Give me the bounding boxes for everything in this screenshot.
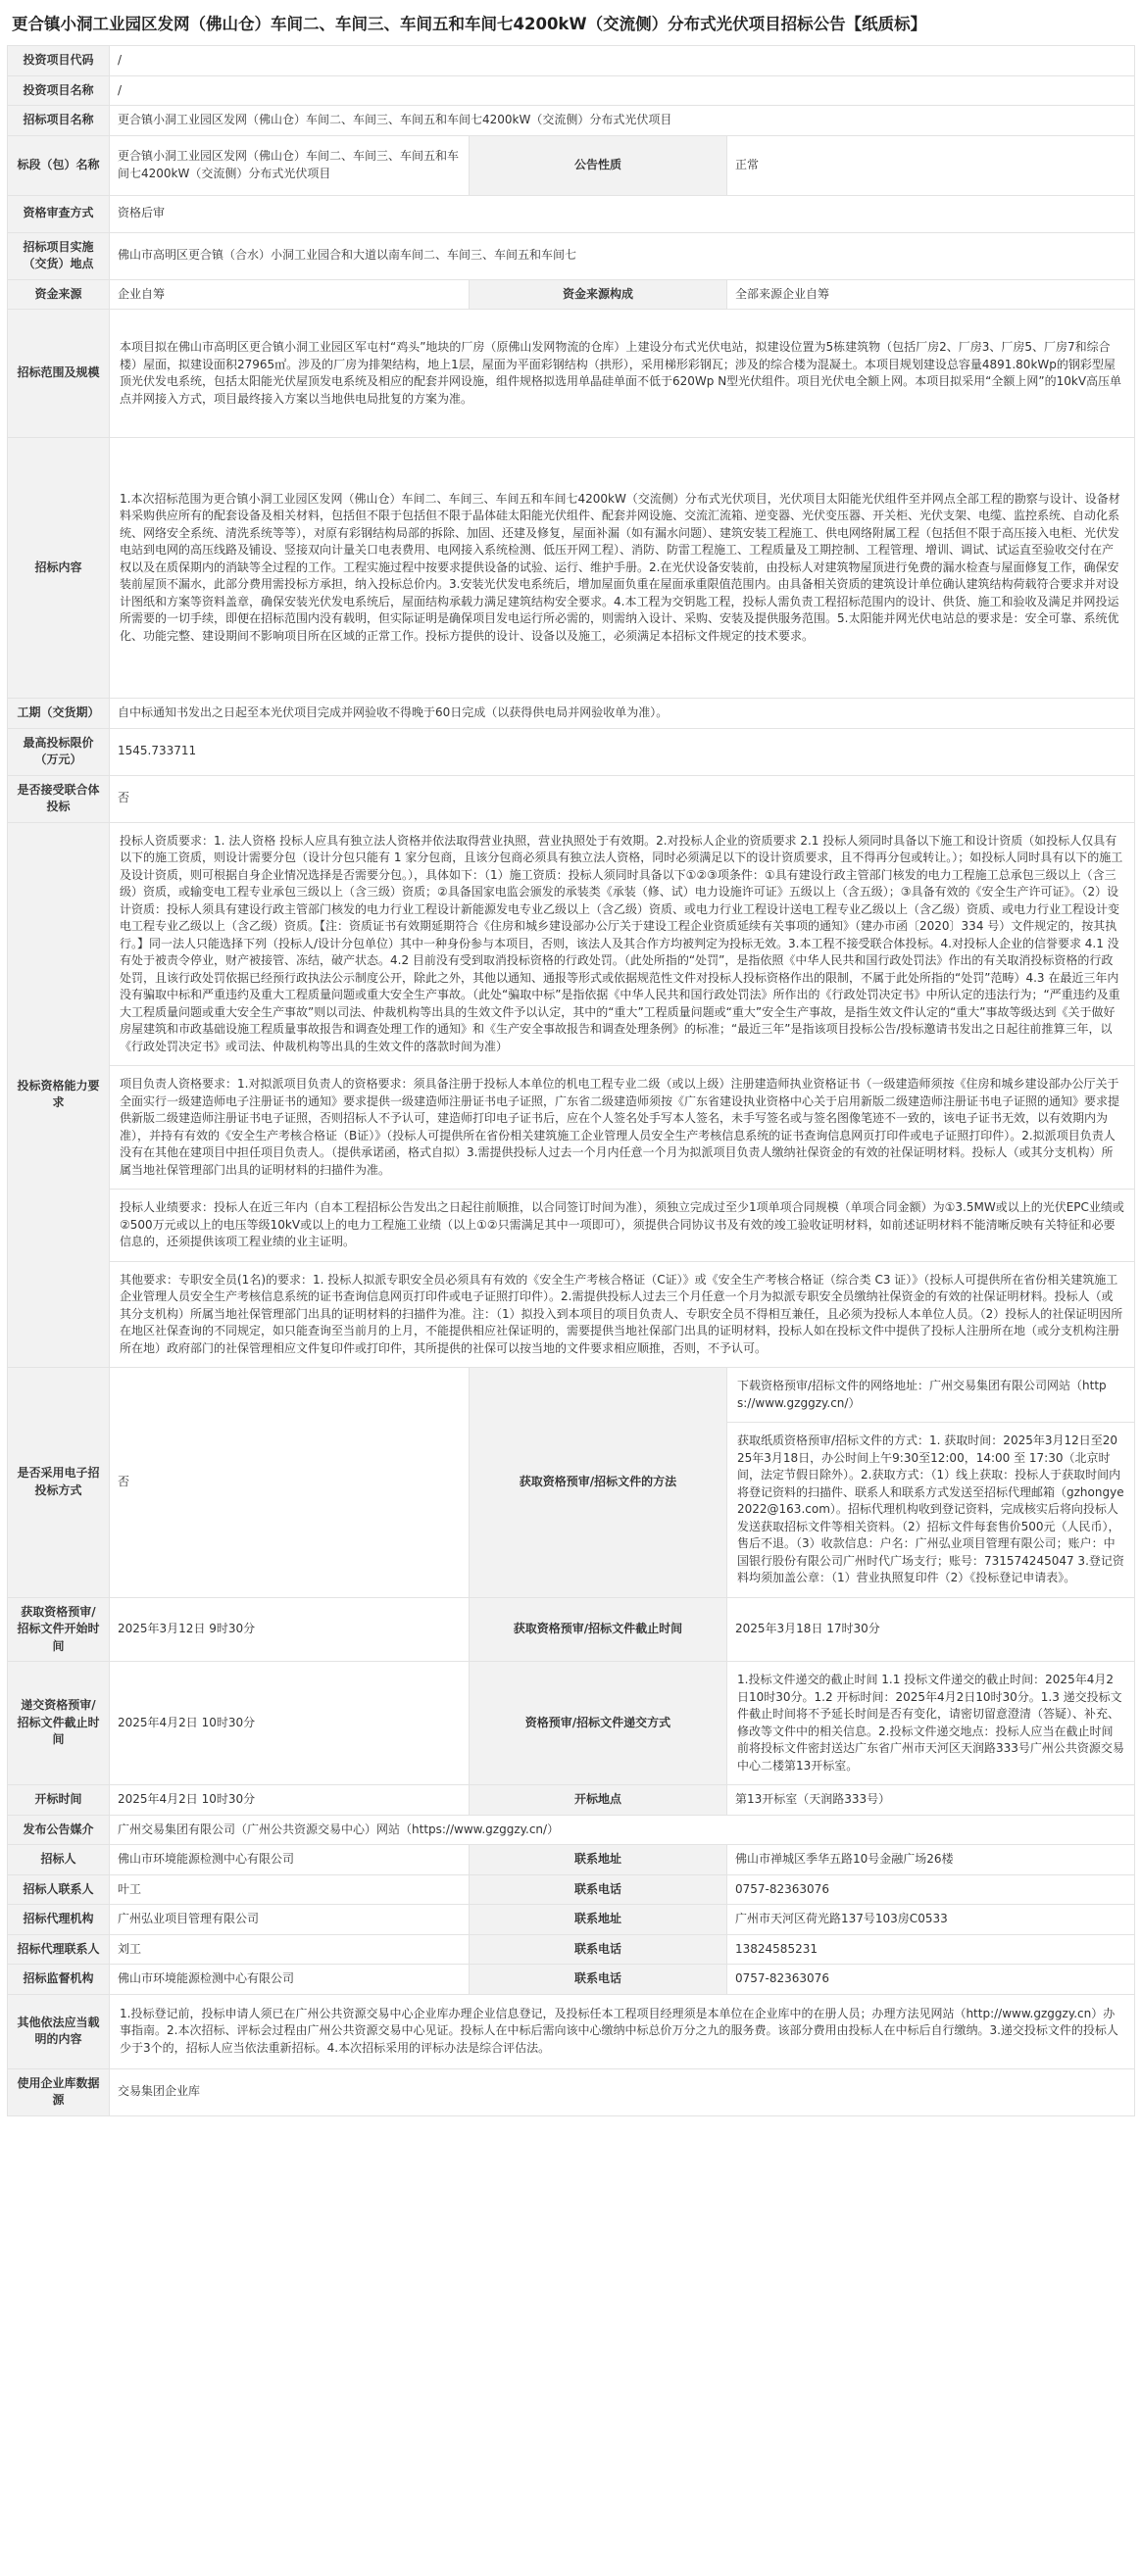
row-scope — [8, 310, 1135, 438]
label-get-method: 获取资格预审/招标文件的方法 — [470, 1368, 727, 1598]
value-fund-source: 企业自筹 — [110, 279, 470, 310]
label-project-code: 投资项目代码 — [8, 46, 110, 76]
label-opening-time: 开标时间 — [8, 1785, 110, 1816]
row-max-price — [8, 728, 1135, 775]
label-get-end: 获取资格预审/招标文件截止时间 — [470, 1597, 727, 1662]
label-submit-method: 资格预审/招标文件递交方式 — [470, 1662, 727, 1785]
row-opening — [8, 1785, 1135, 1816]
row-tenderer — [8, 1845, 1135, 1875]
ability-other: 其他要求：专职安全员(1名)的要求：1. 投标人拟派专职安全员必须具有有效的《安全生产考核合格证（C证）》或《安全生产考核合格证（综合类 C3 证）》（投标人可提供所在省份相关建筑施工企业管理人员安全生产考核信息系统的证书查询信息网页打印件或电子证照打印件）。2.需提供投标人过去三个月任意一个月为拟派专职安全员缴纳社保资金的有效的社保证明材料。投标人（或其分支机构）所属当地社保管理部门出具的证明材料的扫描件为准。注：（1）拟投入到本项目的项目负责人、专职安全员不得相互兼任，且必须为投标人本单位人员。（2）投标人的社保证明因所在地区社保查询的不同规定，如只能查询至当前月的上月，不能提供相应社保证明的，需要提供当地社保部门出具的证明材料，投标人如在投标文件中提供了投标人注册所在地（或分支机构注册所在地）政府部门的社保管理相应文件复印件或打印件，其所提供的社保可以按当地的文件要求相应顺推，否则，不予认可。 — [120, 1272, 1123, 1355]
label-agency-contact: 招标代理联系人 — [8, 1934, 110, 1965]
row-content — [8, 438, 1135, 699]
get-method-download: 下载资格预审/招标文件的网络地址：广州交易集团有限公司网站（https://www.gzggzy.cn/） — [727, 1368, 1134, 1423]
label-duration: 工期（交货期） — [8, 699, 110, 729]
row-other — [8, 1994, 1135, 2068]
value-agency-contact: 刘工 — [110, 1934, 470, 1965]
value-tenderer: 佛山市环境能源检测中心有限公司 — [110, 1845, 470, 1875]
label-qualification-method: 资格审查方式 — [8, 195, 110, 232]
value-electronic: 否 — [110, 1368, 470, 1598]
value-section-name: 更合镇小洞工业园区发网（佛山仓）车间二、车间三、车间五和车间七4200kW（交流侧）分布式光伏项目 — [110, 135, 470, 195]
value-agency-address: 广州市天河区荷光路137号103房C0533 — [727, 1905, 1135, 1935]
value-project-code: / — [110, 46, 1135, 76]
row-agency-contact — [8, 1934, 1135, 1965]
label-tenderer: 招标人 — [8, 1845, 110, 1875]
label-get-start: 获取资格预审/招标文件开始时间 — [8, 1597, 110, 1662]
value-agency-phone: 13824585231 — [727, 1934, 1135, 1965]
label-content: 招标内容 — [8, 438, 110, 699]
label-submit-deadline: 递交资格预审/招标文件截止时间 — [8, 1662, 110, 1785]
page-title: 更合镇小洞工业园区发网（佛山仓）车间二、车间三、车间五和车间七4200kW（交流侧）分布式光伏项目招标公告【纸质标】 — [12, 15, 927, 33]
value-max-price: 1545.733711 — [110, 728, 1135, 775]
value-qualification-method: 资格后审 — [110, 195, 1135, 232]
label-scope: 招标范围及规模 — [8, 310, 110, 438]
ability-qualification: 投标人资质要求：1. 法人资格 投标人应具有独立法人资格并依法取得营业执照，营业执照处于有效期。2.对投标人企业的资质要求 2.1 投标人须同时具备以下施工和设计资质（如投标人仅具有以下的施工资质，则设计需要分包（设计分包只能有 1 家分包商，且该分包商必须具有独立法人资格，同时必须满足以下的设计资质要求，且不得再分包或转让。）；如投标人同时具有以下的施工及设计资质，则可根据自身企业情况选择是否需要分包。），具体如下：（1）施工资质：投标人须同时具备以下①②③项条件：①具有建设行政主管部门核发的电力工程施工总承包三级以上（含三级）资质，或输变电工程专业承包三级以上（含三级）资质；②具备国家电监会颁发的承装类《承装（修、试）电力设施许可证》五级以上（含五级）；③具备有效的《安全生产许可证》。（2）设计资质：投标人须具有建设行政主管部门核发的电力行业工程设计新能源发电专业乙级以上（含乙级）资质、或电力行业工程设计送电工程专业乙级以上（含乙级）资质、或电力行业工程设计变电工程专业乙级以上（含乙级）资质。【注：资质证书有效期延期符合《住房和城乡建设部办公厅关于建设工程企业资质延续有关事项的通知》（建办市函〔2020〕334 号）文件规定的，按其执行。】同一法人只能选择下列（投标人/设计分包单位）其中一种身份参与本项目，否则，该法人及其合作方均被判定为投标无效。3.本工程不接受联合体投标。4.对投标人企业的信誉要求 4.1 没有处于被责令停业，财产被接管、冻结，破产状态。4.2 目前没有受到取消投标资格的行政处罚。（此处所指的“处罚”，是指依照《中华人民共和国行政处罚法》作出的有关取消投标资格的行政处罚，且该行政处罚依据已经预行政执法公示制度公开，除此之外，其他以通知、通报等形式或依据规范性文件对投标人投标资格作出的限制，不属于此处所指的“处罚”范畴）4.3 在最近三年内没有骗取中标和严重违约及重大工程质量问题或重大安全生产事故。（此处“骗取中标”是指依据《中华人民共和国行政处罚法》所作出的《行政处罚决定书》中所认定的违法行为；“严重违约及重大工程质量问题或重大安全生产事故”则以司法、仲裁机构等出具的生效文件予以认定，其中的“重大”工程质量问题或“重大”安全生产事故，是指生效文件认定的“重大”事故等级达到《关于做好房屋建筑和市政基础设施工程质量事故报告和调查处理工作的通知》和《生产安全事故报告和调查处理条例》的标准；“最近三年”是指该项目投标公告/投标邀请书发出之日起往前推算三年，以《行政处罚决定书》或司法、仲裁机构等出具的生效文件的落款时间为准） — [110, 823, 1134, 1067]
value-publish-media: 广州交易集团有限公司（广州公共资源交易中心）网站（https://www.gzggzy.cn/） — [110, 1815, 1135, 1845]
row-ability — [8, 822, 1135, 1368]
row-tenderer-contact — [8, 1874, 1135, 1905]
row-supervisor — [8, 1965, 1135, 1995]
value-content: 1.本次招标范围为更合镇小洞工业园区发网（佛山仓）车间二、车间三、车间五和车间七4200kW（交流侧）分布式光伏项目，光伏项目太阳能光伏组件至并网点全部工程的勘察与设计、设备材料采购供应所有的配套设备及相关材料，包括但不限于包括但不限于晶体硅太阳能光伏组件、配套并网设施、交流汇流箱、逆变器、光伏变压器、开关柜、光伏支架、电缆、监控系统、自动化系统、网络安全系统、清洗系统等等），对原有彩钢结构局部的拆除、加固、还建及修复，屋面补漏（如有漏水问题）、建筑安装工程施工、供电网络附属工程（包括但不限于高压接入电柜、光伏发电站到电网的高压线路及铺设、竖接双向计量关口电表费用、电网接入系统检测、低压开网工程）、消防、防雷工程施工、工程质量及工期控制、工程管理、增训、调试、试运直至验收交付在产权以及在质保期内的消缺等全过程的工作。工程实施过程中按要求提供设备的试验、运行、维护手册。2.在光伏设备安装前，由投标人对建筑物屋顶进行免费的漏水检查与屋面修复工作，确保安装前屋顶不漏水，此部分费用需投标方承担，纳入投标总价内。3.安装光伏发电系统后，增加屋面负重在屋面承重限值范围内。由具备相关资质的建筑设计单位确认建筑结构荷载符合要求并对设计图纸和方案等资料盖章，确保安装光伏发电系统后，屋面结构承载力满足建筑结构安全要求。4.本工程为交钥匙工程，投标人需负责工程招标范围内的设计、供货、施工和验收及满足并网投运所需要的一切手续，即便在招标范围内没有载明，但实际证明是确保项目发电运行所必需的，则需纳入设计、采购、安装及提供服务范围。5.太阳能并网光伏电站总的要求是：安全可靠、系统优化、功能完整、建设期间不影响项目所在区域的正常工作。投标方提供的设计、设备以及施工，必须满足本招标文件规定的技术要求。 — [110, 438, 1135, 699]
value-agency: 广州弘业项目管理有限公司 — [110, 1905, 470, 1935]
value-tender-project-name: 更合镇小洞工业园区发网（佛山仓）车间二、车间三、车间五和车间七4200kW（交流侧）分布式光伏项目 — [110, 106, 1135, 136]
get-method-paper: 获取纸质资格预审/招标文件的方式：1. 获取时间：2025年3月12日至2025年3月18日，办公时间上午9:30至12:00，14:00 至 17:30（北京时间，法定节假日除外）。2.获取方式：（1）线上获取：投标人于获取时间内将登记资料的扫描件、联系人和联系方式发送至招标代理邮箱（gzhongye2022@163.com）。招标代理机构收到登记资料，完成核实后将向投标人发送获取招标文件等相关资料。（2）招标文件每套售价500元（人民币），售后不退。（3）收款信息：户名：广州弘业项目管理有限公司；账户：中国银行股份有限公司广州时代广场支行；账号：731574245047 3.登记资料均须加盖公章：（1）营业执照复印件（2）《投标登记申请表》。 — [737, 1434, 1124, 1584]
row-duration — [8, 699, 1135, 729]
row-consortium — [8, 775, 1135, 822]
label-tenderer-phone: 联系电话 — [470, 1874, 727, 1905]
value-other: 1.投标登记前，投标申请人须已在广州公共资源交易中心企业库办理企业信息登记，及投标任本工程项目经理须是本单位在企业库中的在册人员；办理方法见网站（http://www.gzggzy.cn）办事指南。2.本次招标、评标会过程由广州公共资源交易中心见证。投标人在中标后需向该中心缴纳中标总价万分之九的服务费。该部分费用由投标人在中标后自行缴纳。3.递交投标文件的投标人少于3个的，招标人应当依法重新招标。4.本次招标采用的评标办法是综合评估法。 — [110, 1994, 1135, 2068]
label-ability: 投标资格能力要求 — [8, 822, 110, 1368]
row-section — [8, 135, 1135, 195]
label-supervisor-phone: 联系电话 — [470, 1965, 727, 1995]
value-duration: 自中标通知书发出之日起至本光伏项目完成并网验收不得晚于60日完成（以获得供电局并网验收单为准）。 — [110, 699, 1135, 729]
value-submit-deadline: 2025年4月2日 10时30分 — [110, 1662, 470, 1785]
value-get-end: 2025年3月18日 17时30分 — [727, 1597, 1135, 1662]
label-publish-media: 发布公告媒介 — [8, 1815, 110, 1845]
value-notice-nature: 正常 — [727, 135, 1135, 195]
row-qualification — [8, 195, 1135, 232]
label-fund-source: 资金来源 — [8, 279, 110, 310]
label-credit-source: 使用企业库数据源 — [8, 2068, 110, 2115]
label-tenderer-contact: 招标人联系人 — [8, 1874, 110, 1905]
row-electronic — [8, 1368, 1135, 1598]
value-submit-method: 1.投标文件递交的截止时间 1.1 投标文件递交的截止时间：2025年4月2日10时30分。1.2 开标时间：2025年4月2日10时30分。1.3 递交投标文件截止时间将不予延长时间是否有变化，请密切留意澄清（答疑）、补充、修改等文件中的相关信息。2.投标文件递交地点：投标人应当在截止时间前将投标文件密封送达广东省广州市天河区天润路333号广州公共资源交易中心二楼第13开标室。 — [727, 1662, 1135, 1785]
value-fund-structure: 全部来源企业自筹 — [727, 279, 1135, 310]
ability-performance: 投标人业绩要求：投标人在近三年内（自本工程招标公告发出之日起往前顺推，以合同签订时间为准），须独立完成过至少1项单项合同规模（单项合同金额）为①3.5MW或以上的光伏EPC业绩或②500万元或以上的电压等级10kV或以上的电力工程施工业绩（以上①②只需满足其中一项即可），须提供合同协议书及有效的竣工验收证明材料，如前述证明材料不能清晰反映有关特征和必要信息的，还须提供该项工程业绩的业主证明。 — [110, 1190, 1134, 1262]
row-publish-media — [8, 1815, 1135, 1845]
value-supervisor-phone: 0757-82363076 — [727, 1965, 1135, 1995]
label-project-name: 投资项目名称 — [8, 75, 110, 106]
label-agency-address: 联系地址 — [470, 1905, 727, 1935]
label-tenderer-address: 联系地址 — [470, 1845, 727, 1875]
label-agency-phone: 联系电话 — [470, 1934, 727, 1965]
row-agency — [8, 1905, 1135, 1935]
label-agency: 招标代理机构 — [8, 1905, 110, 1935]
label-electronic: 是否采用电子招投标方式 — [8, 1368, 110, 1598]
value-get-start: 2025年3月12日 9时30分 — [110, 1597, 470, 1662]
value-location: 佛山市高明区更合镇（合水）小洞工业园合和大道以南车间二、车间三、车间五和车间七 — [110, 232, 1135, 279]
value-opening-time: 2025年4月2日 10时30分 — [110, 1785, 470, 1816]
label-tender-project-name: 招标项目名称 — [8, 106, 110, 136]
label-section-name: 标段（包）名称 — [8, 135, 110, 195]
row-fund — [8, 279, 1135, 310]
label-consortium: 是否接受联合体投标 — [8, 775, 110, 822]
value-tenderer-phone: 0757-82363076 — [727, 1874, 1135, 1905]
value-opening-place: 第13开标室（天润路333号） — [727, 1785, 1135, 1816]
label-max-price: 最高投标限价（万元） — [8, 728, 110, 775]
row-tender-project-name — [8, 106, 1135, 136]
label-opening-place: 开标地点 — [470, 1785, 727, 1816]
ability-project-manager: 项目负责人资格要求：1.对拟派项目负责人的资格要求：须具备注册于投标人本单位的机电工程专业二级（或以上级）注册建造师执业资格证书（一级建造师须按《住房和城乡建设部办公厅关于全面实行一级建造师电子注册证书的通知》要求提供一级建造师注册证书电子证照，广东省二级建造师须按《广东省建设执业资格中心关于启用新版二级建造师注册证书电子证照的通知》要求提供新版二级建造师注册证书电子证照，否则招标人不予认可，建造师打印电子证书后，应在个人签名处手写本人签名，未手写签名或与签名图像笔迹不一致的，该电子证书无效，以有效期内为准），并持有有效的《安全生产考核合格证（B证）》（投标人可提供所在省份相关建筑施工企业管理人员安全生产考核信息系统的证书查询信息网页打印件或电子证照打印件）。2.拟派项目负责人没有在其他在建项目中担任项目负责人。（提供承诺函，格式自拟）3.需提供投标人过去一个月内任意一个月为拟派项目负责人缴纳社保资金的有效的社保证明材料。投标人（或其分支机构）所属当地社保管理部门出具的证明材料的扫描件为准。 — [110, 1066, 1134, 1190]
label-location: 招标项目实施（交货）地点 — [8, 232, 110, 279]
row-project-code — [8, 46, 1135, 76]
value-ability — [110, 822, 1135, 1368]
value-credit-source: 交易集团企业库 — [110, 2068, 1135, 2115]
value-scope: 本项目拟在佛山市高明区更合镇小洞工业园区军屯村“鸡头”地块的厂房（原佛山发网物流的仓库）上建设分布式光伏电站，拟建设位置为5栋建筑物（包括厂房2、厂房3、厂房5、厂房7和综合楼）屋面，拟建设面积27965㎡。涉及的厂房为排架结构，地上1层，屋面为平面彩钢结构（拱形），采用梯形彩钢瓦；涉及的综合楼为混凝土。本项目规划建设总容量4891.80kWp的钢彩型屋顶光伏发电系统，包括太阳能光伏屋顶发电系统及相应的配套并网设施，组件规格拟选用单晶硅单面不低于620Wp N型光伏组件。项目光伏电全额上网。本项目拟采用“全额上网”的10kV高压单点并网接入方式，项目最终接入方案以当地供电局批复的方案为准。 — [110, 310, 1135, 438]
row-credit-source — [8, 2068, 1135, 2115]
row-project-name — [8, 75, 1135, 106]
row-submit — [8, 1662, 1135, 1785]
value-get-method — [727, 1368, 1135, 1598]
value-tenderer-address: 佛山市禅城区季华五路10号金融广场26楼 — [727, 1845, 1135, 1875]
value-consortium: 否 — [110, 775, 1135, 822]
label-fund-structure: 资金来源构成 — [470, 279, 727, 310]
row-location — [8, 232, 1135, 279]
value-supervisor: 佛山市环境能源检测中心有限公司 — [110, 1965, 470, 1995]
value-tenderer-contact: 叶工 — [110, 1874, 470, 1905]
label-other: 其他依法应当载明的内容 — [8, 1994, 110, 2068]
notice-table — [7, 45, 1135, 2116]
value-project-name: / — [110, 75, 1135, 106]
label-supervisor: 招标监督机构 — [8, 1965, 110, 1995]
label-notice-nature: 公告性质 — [470, 135, 727, 195]
row-get-time — [8, 1597, 1135, 1662]
